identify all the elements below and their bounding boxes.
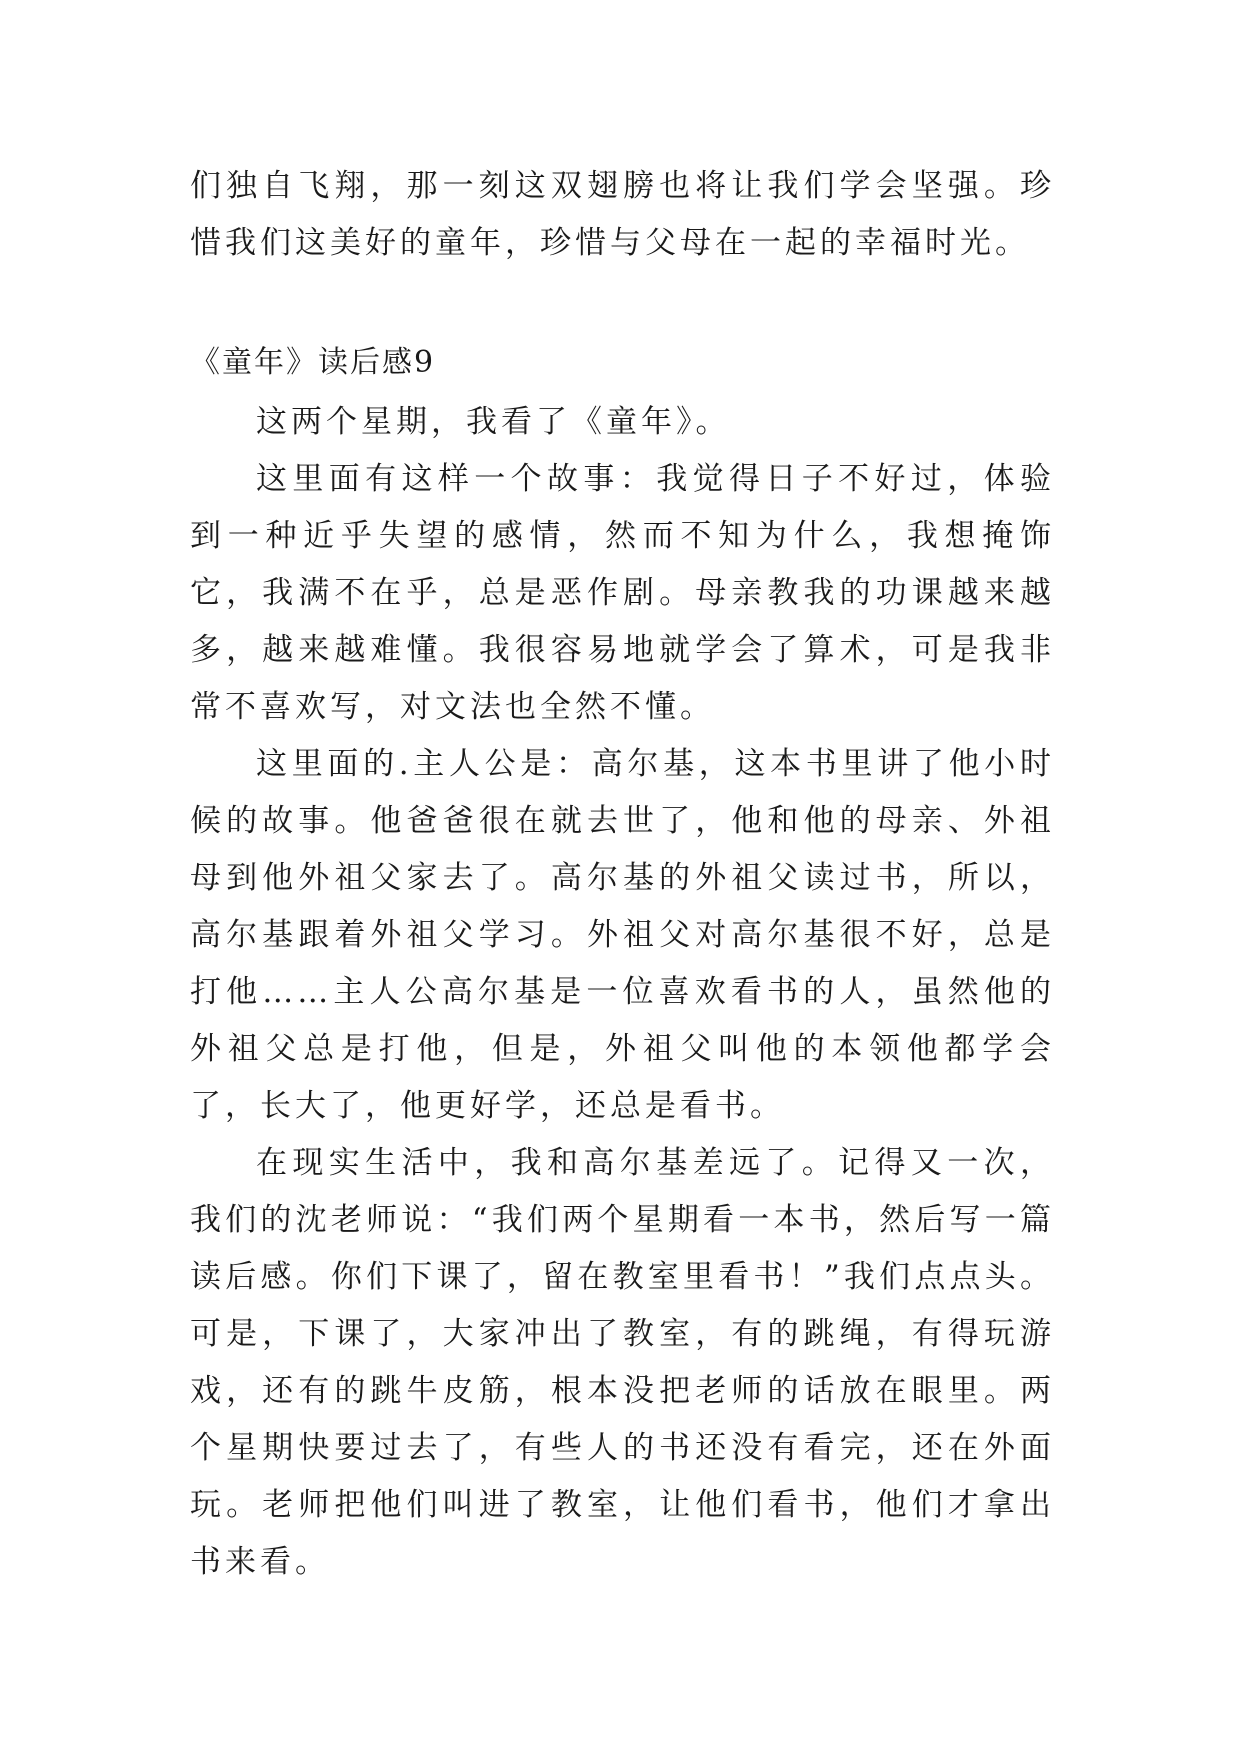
intro-paragraph: 们独自飞翔，那一刻这双翅膀也将让我们学会坚强。珍惜我们这美好的童年，珍惜与父母在一起的幸福时光。 [190, 168, 1055, 261]
document-page [190, 0, 1055, 1754]
body-paragraph-1: 这两个星期，我看了《童年》。 [256, 404, 731, 440]
body-paragraph-3: 这里面的.主人公是：高尔基，这本书里讲了他小时候的故事。他爸爸很在就去世了，他和他的母亲、外祖母到他外祖父家去了。高尔基的外祖父读过书，所以，高尔基跟着外祖父学习。外祖父对高尔基很不好，总是打他……主人公高尔基是一位喜欢看书的人，虽然他的外祖父总是打他，但是，外祖父叫他的本领他都学会了，长大了，他更好学，还总是看书。 [190, 746, 1055, 1124]
section-body [190, 394, 1055, 1591]
body-paragraph-2: 这里面有这样一个故事：我觉得日子不好过，体验到一种近乎失望的感情，然而不知为什么，我想掩饰它，我满不在乎，总是恶作剧。母亲教我的功课越来越多，越来越难懂。我很容易地就学会了算术，可是我非常不喜欢写，对文法也全然不懂。 [190, 461, 1055, 725]
body-paragraph-4: 在现实生活中，我和高尔基差远了。记得又一次，我们的沈老师说：“我们两个星期看一本书，然后写一篇读后感。你们下课了，留在教室里看书！”我们点点头。可是，下课了，大家冲出了教室，有的跳绳，有得玩游戏，还有的跳牛皮筋，根本没把老师的话放在眼里。两个星期快要过去了，有些人的书还没有看完，还在外面玩。老师把他们叫进了教室，让他们看书，他们才拿出书来看。 [190, 1145, 1055, 1580]
section-title: 《童年》读后感9 [190, 345, 436, 380]
